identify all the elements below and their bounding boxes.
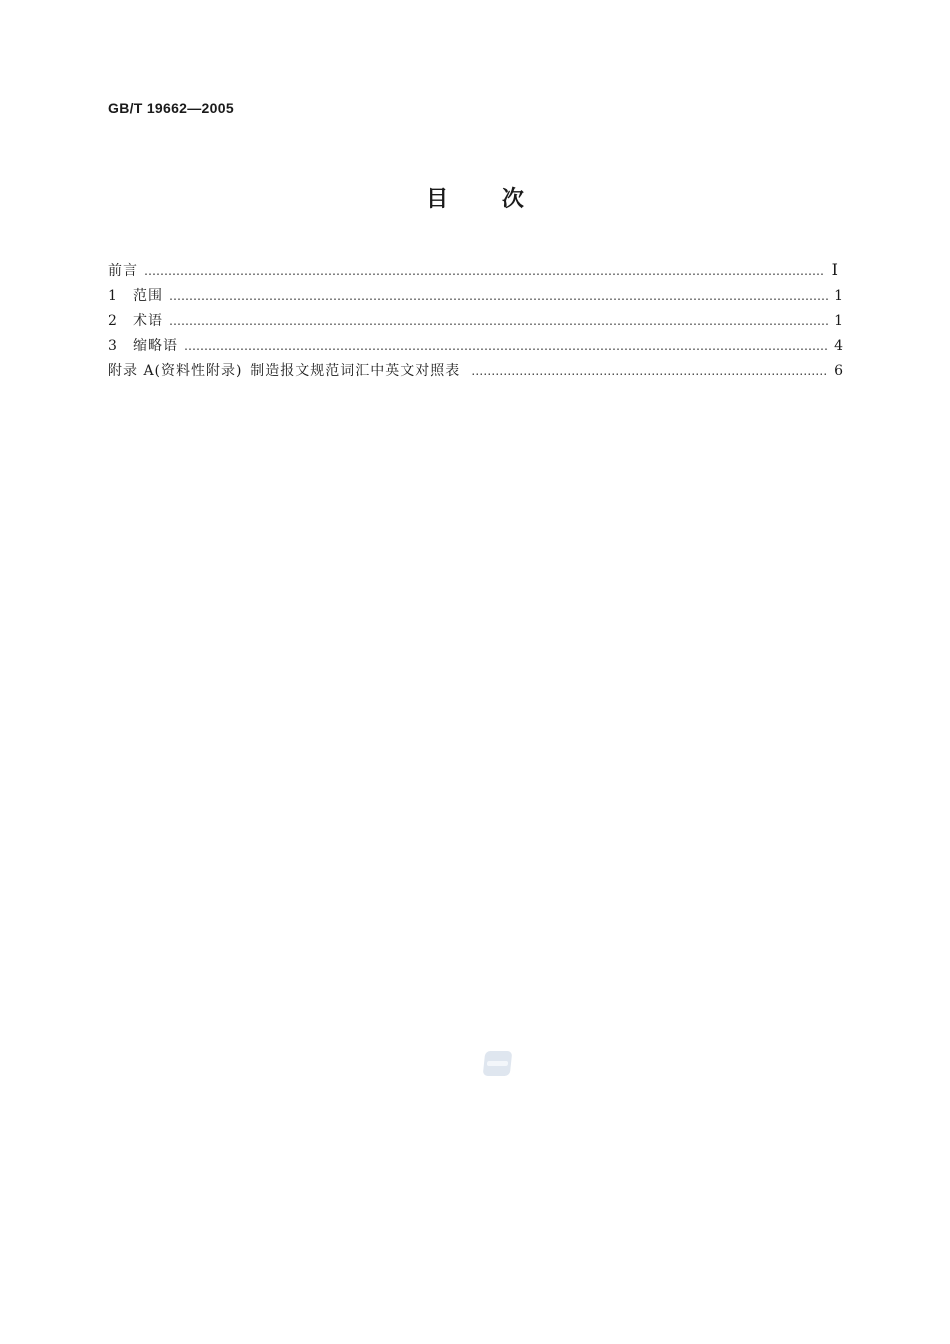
toc-dot-leader — [169, 289, 828, 303]
toc-entry-label: 制造报文规范词汇中英文对照表 — [250, 363, 461, 379]
toc-entry-scope[interactable] — [108, 285, 843, 310]
toc-entry-page: Ⅰ — [831, 260, 838, 279]
toc-dot-leader — [471, 364, 828, 378]
toc-dot-leader — [144, 264, 824, 278]
toc-entry-abbreviations[interactable] — [108, 335, 843, 360]
toc-entry-number: 2 — [108, 313, 117, 329]
toc-dot-leader — [184, 339, 828, 353]
toc-dot-leader — [169, 314, 828, 328]
toc-entry-label-prefix: 附录 A(资料性附录) — [108, 363, 243, 379]
watermark-logo-icon — [483, 1051, 513, 1076]
toc-entry-page: 1 — [834, 288, 843, 304]
standard-code: GB/T 19662—2005 — [108, 100, 234, 116]
toc-title: 目 次 — [426, 187, 524, 212]
toc-entry-page: 4 — [834, 338, 843, 354]
toc-entry-label: 范围 — [133, 288, 163, 304]
toc-entry-number: 3 — [108, 338, 117, 354]
table-of-contents — [108, 260, 843, 385]
toc-entry-foreword[interactable] — [108, 260, 843, 285]
toc-entry-label: 缩略语 — [133, 338, 178, 354]
toc-entry-terms[interactable] — [108, 310, 843, 335]
toc-entry-page: 1 — [834, 313, 843, 329]
toc-entry-appendix-a[interactable] — [108, 360, 843, 385]
toc-entry-page: 6 — [834, 363, 843, 379]
toc-entry-label: 术语 — [133, 313, 163, 329]
toc-entry-number: 1 — [108, 288, 117, 304]
toc-entry-label: 前言 — [108, 263, 138, 279]
